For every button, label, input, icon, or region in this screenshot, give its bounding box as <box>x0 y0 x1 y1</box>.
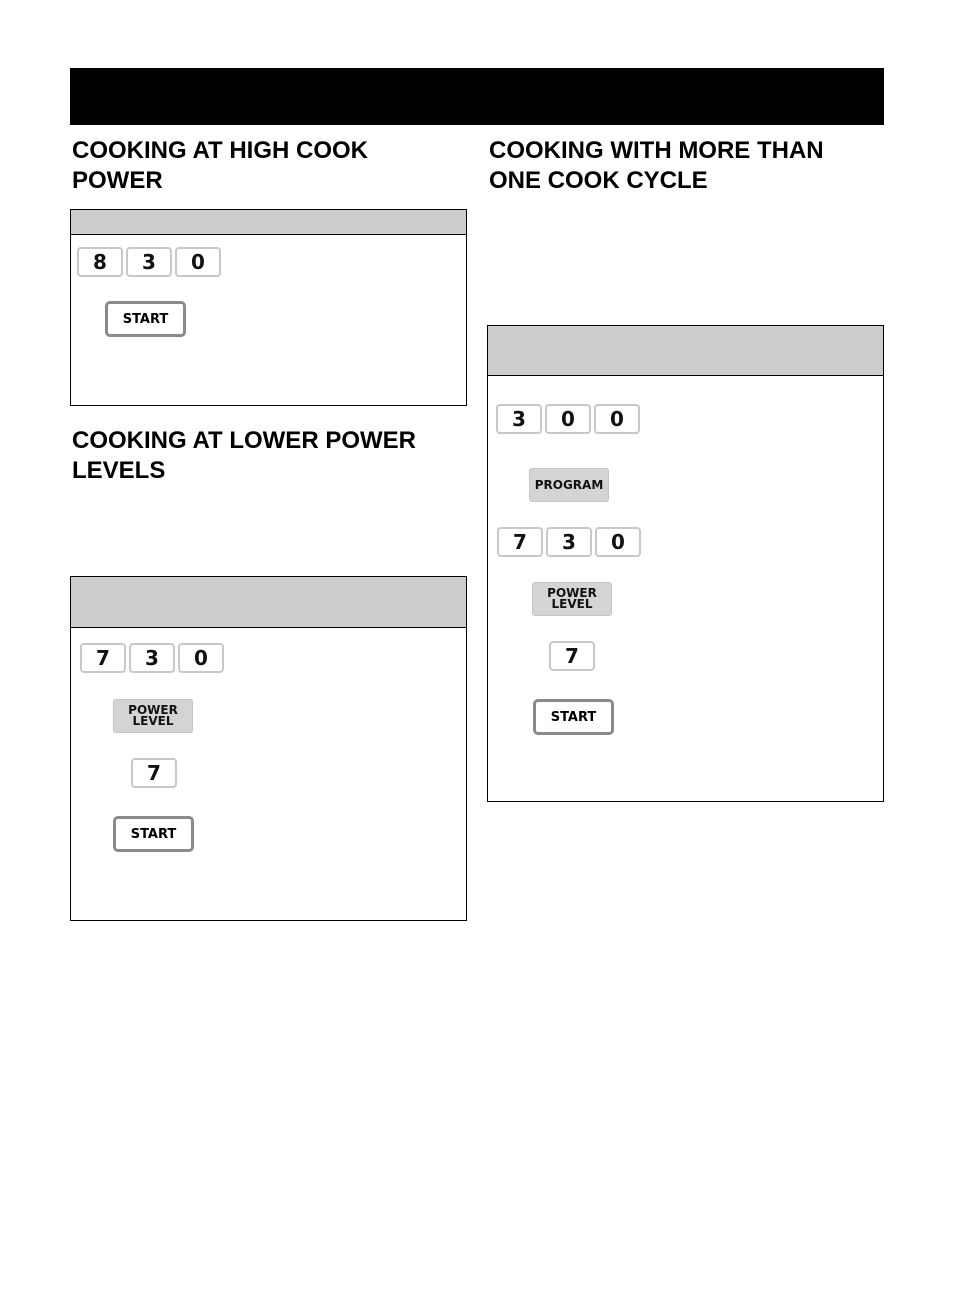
power-level-label-2: LEVEL <box>132 714 174 728</box>
panel-header <box>71 577 466 628</box>
start-button[interactable]: START <box>533 699 614 735</box>
number-key-7[interactable]: 7 <box>131 758 177 788</box>
heading-line-2: ONE COOK CYCLE <box>489 167 708 194</box>
number-key-0[interactable]: 0 <box>545 404 591 434</box>
number-key-3[interactable]: 3 <box>129 643 175 673</box>
power-level-label-1: POWER <box>128 703 178 717</box>
panel-lower-power-levels <box>70 576 467 921</box>
number-key-3[interactable]: 3 <box>126 247 172 277</box>
program-button[interactable]: PROGRAM <box>529 468 609 502</box>
power-level-label-1: POWER <box>547 586 597 600</box>
number-key-3[interactable]: 3 <box>546 527 592 557</box>
number-key-0[interactable]: 0 <box>594 404 640 434</box>
number-key-7[interactable]: 7 <box>497 527 543 557</box>
start-button[interactable]: START <box>113 816 194 852</box>
heading-lower-power-levels <box>72 426 416 486</box>
number-key-3[interactable]: 3 <box>496 404 542 434</box>
start-button[interactable]: START <box>105 301 186 337</box>
panel-header <box>488 326 883 376</box>
heading-more-than-one-cook-cycle <box>489 136 824 196</box>
number-key-8[interactable]: 8 <box>77 247 123 277</box>
heading-line-1: COOKING WITH MORE THAN <box>489 137 824 164</box>
number-key-0[interactable]: 0 <box>595 527 641 557</box>
number-key-7[interactable]: 7 <box>549 641 595 671</box>
number-key-0[interactable]: 0 <box>175 247 221 277</box>
heading-line-2: LEVELS <box>72 457 166 484</box>
panel-more-than-one-cook-cycle <box>487 325 884 802</box>
power-level-button[interactable] <box>113 699 193 733</box>
header-bar <box>70 68 884 125</box>
panel-high-cook-power <box>70 209 467 406</box>
panel-header <box>71 210 466 235</box>
heading-line-1: COOKING AT LOWER POWER <box>72 427 416 454</box>
number-key-7[interactable]: 7 <box>80 643 126 673</box>
heading-line-2: POWER <box>72 167 163 194</box>
number-key-0[interactable]: 0 <box>178 643 224 673</box>
heading-line-1: COOKING AT HIGH COOK <box>72 137 368 164</box>
power-level-button[interactable] <box>532 582 612 616</box>
power-level-label-2: LEVEL <box>551 597 593 611</box>
heading-high-cook-power <box>72 136 368 196</box>
